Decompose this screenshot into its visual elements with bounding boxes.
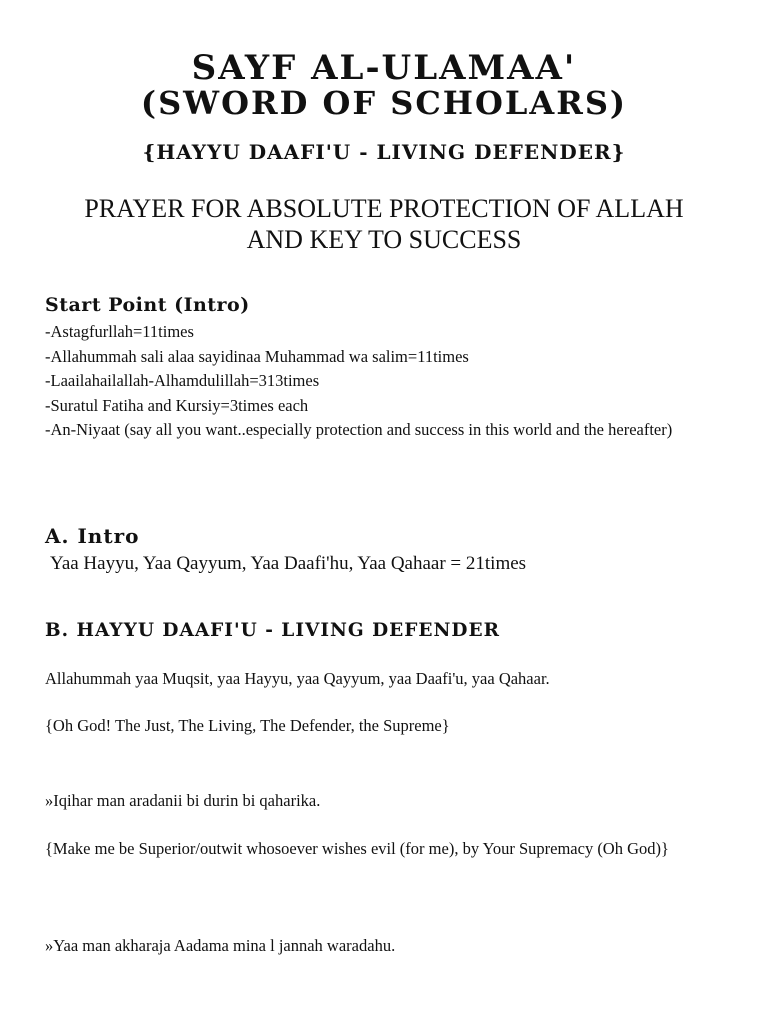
section-a-heading: A. Intro (45, 524, 140, 548)
list-item: -An-Niyaat (say all you want..especially protection and success in this world and the hereafter) (45, 420, 673, 439)
list-item: -Suratul Fatiha and Kursiy=3times each (45, 395, 309, 415)
section-a-text: Yaa Hayyu, Yaa Qayyum, Yaa Daafi'hu, Yaa Qahaar = 21times (50, 553, 527, 574)
list-item: -Laailahailallah-Alhamdulillah=313times (45, 371, 320, 390)
prayer-title-line-2: AND KEY TO SUCCESS (246, 225, 522, 254)
document-title-subtitle: (SWORD OF SCHOLARS) (140, 84, 628, 122)
section-b-translation: {Make me be Superior/outwit whosoever wishes evil (for me), by Your Supremacy (Oh God)} (45, 839, 669, 858)
section-b-line: »Iqihar man aradanii bi durin bi qaharika. (45, 791, 321, 810)
section-b-line: Allahummah yaa Muqsit, yaa Hayyu, yaa Qayyum, yaa Daafi'u, yaa Qahaar. (45, 669, 550, 688)
document-title: SAYF AL-ULAMAA' (191, 48, 577, 88)
start-point-list (45, 320, 735, 443)
list-item: -Astagfurllah=11times (45, 322, 194, 341)
section-b-heading: B. HAYYU DAAFI'U - LIVING DEFENDER (45, 620, 500, 641)
section-b-line: »Yaa man akharaja Aadama mina l jannah waradahu. (45, 936, 396, 955)
section-b-translation: {Oh God! The Just, The Living, The Defender, the Supreme} (45, 716, 450, 735)
section-subtitle: {HAYYU DAAFI'U - LIVING DEFENDER} (142, 140, 626, 164)
prayer-title-line-1: PRAYER FOR ABSOLUTE PROTECTION OF ALLAH (84, 194, 684, 223)
list-item: -Allahummah sali alaa sayidinaa Muhammad wa salim=11times (45, 346, 469, 366)
start-point-heading: Start Point (Intro) (45, 294, 250, 316)
